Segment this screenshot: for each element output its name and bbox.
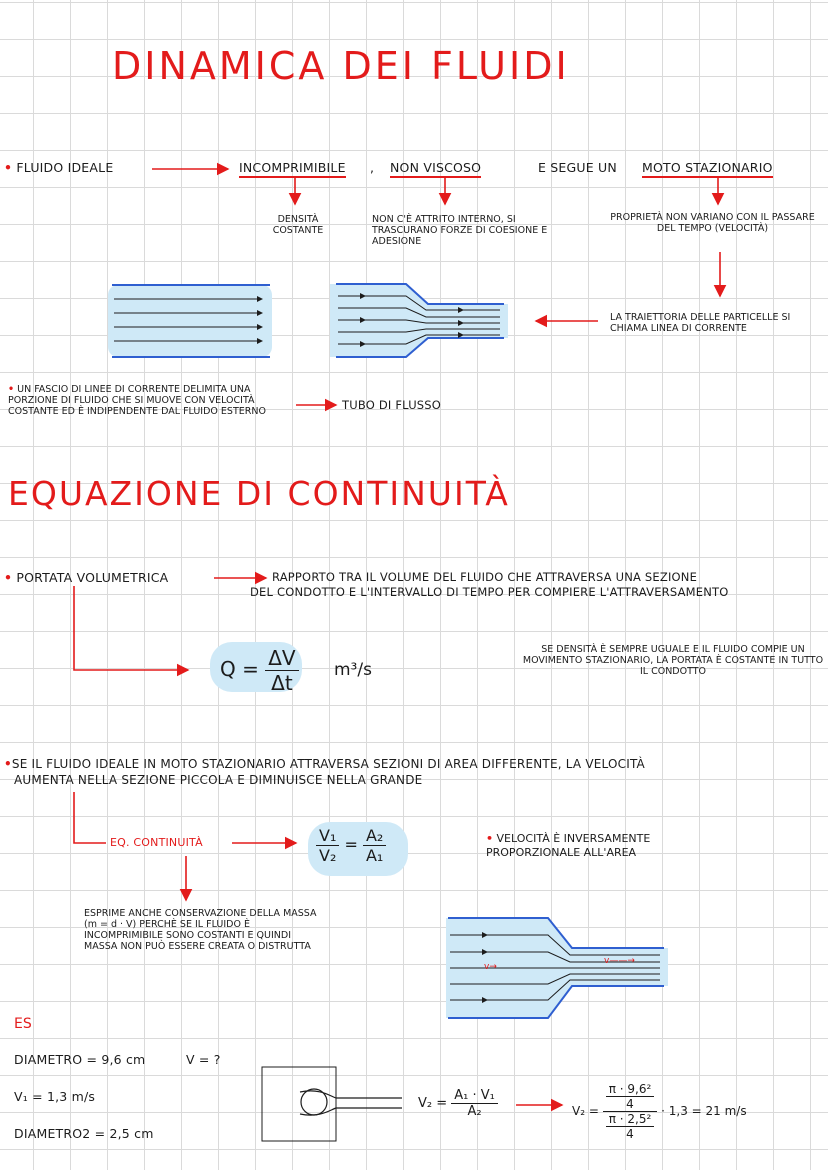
massa-note: ESPRIME ANCHE CONSERVAZIONE DELLA MASSA (m = d · V) PERCHÈ SE IL FLUIDO È INCOMPRIMIBILE SONO COSTANTI E QUINDI MASSA NON PUÒ ESSERE CREATA O DISTRUTTA [84,908,317,952]
moto-stazionario-label: MOTO STAZIONARIO [642,160,773,178]
section-title-continuita: EQUAZIONE DI CONTINUITÀ [8,474,510,513]
narrowing-pipe-diagram [330,284,508,357]
v1: V₁ [316,826,339,846]
calc-den-top: π · 2,5² [606,1112,655,1127]
calc-den-bot: 4 [626,1127,634,1141]
diametro1: DIAMETRO = 9,6 cm [14,1052,146,1067]
portata-label: • PORTATA VOLUMETRICA [4,570,169,585]
fluido-ideale-label: • FLUIDO IDEALE [4,160,114,175]
straight-pipe-diagram [108,285,272,357]
portata-def-line1: RAPPORTO TRA IL VOLUME DEL FLUIDO CHE ATTRAVERSA UNA SEZIONE [272,570,698,584]
inversa-note: • VELOCITÀ È INVERSAMENTE PROPORZIONALE ALL'AREA [486,832,651,859]
example-label: ES [14,1016,32,1032]
continuity-line1: •SE IL FLUIDO IDEALE IN MOTO STAZIONARIO ATTRAVERSA SEZIONI DI AREA DIFFERENTE, LA VELOCITÀ [4,757,645,771]
comma: , [370,160,375,175]
v2-num: A₁ · V₁ [451,1088,498,1104]
equals: = [344,835,358,854]
tubo-di-flusso-label: TUBO DI FLUSSO [342,398,442,412]
arrow-to-portata-formula [74,586,188,670]
a1: A₁ [365,846,384,865]
example-pipe-sketch [262,1067,402,1141]
diametro2: DIAMETRO2 = 2,5 cm [14,1126,154,1141]
portata-note: SE DENSITÀ È SEMPRE UGUALE E IL FLUIDO COMPIE UN MOVIMENTO STAZIONARIO, LA PORTATA È COSTANTE IN TUTTO IL CONDOTTO [522,644,824,677]
continuity-pipe-diagram [446,918,668,1018]
portata-unit: m³/s [334,660,372,680]
non-viscoso-label: NON VISCOSO [390,160,481,178]
incomprimibile-label: INCOMPRIMIBILE [239,160,346,178]
v1-value: V₁ = 1,3 m/s [14,1089,96,1104]
arrow-to-eq-label [74,792,106,843]
traiettoria-note: LA TRAIETTORIA DELLE PARTICELLE SI CHIAMA LINEA DI CORRENTE [610,312,791,334]
densita-costante-note: DENSITÀ COSTANTE [272,214,324,236]
calc-num-top: π · 9,6² [606,1082,655,1097]
velocity-label-narrow: v——→ [604,956,635,966]
calc-result: · 1,3 = 21 m/s [661,1104,747,1118]
v2-den: A₂ [467,1104,482,1119]
v2: V₂ [319,846,337,865]
attrito-note: NON C'È ATTRITO INTERNO, SI TRASCURANO FORZE DI COESIONE E ADESIONE [372,214,548,247]
fascio-note: • UN FASCIO DI LINEE DI CORRENTE DELIMITA UNA PORZIONE DI FLUIDO CHE SI MUOVE CON VELOCITÀ COSTANTE ED È INDIPENDENTE DAL FLUIDO ESTERNO [8,384,266,417]
segue-label: E SEGUE UN [538,160,617,175]
a2: A₂ [363,826,386,846]
portata-def-line2: DEL CONDOTTO E L'INTERVALLO DI TEMPO PER COMPIERE L'ATTRAVERSAMENTO [250,585,729,599]
v-unknown: V = ? [186,1052,221,1067]
continuity-line2: AUMENTA NELLA SEZIONE PICCOLA E DIMINUISCE NELLA GRANDE [14,773,423,787]
calc-num-bot: 4 [626,1097,634,1111]
delta-t: Δt [271,671,293,695]
proprieta-note: PROPRIETÀ NON VARIANO CON IL PASSARE DEL TEMPO (VELOCITÀ) [610,212,815,234]
velocity-label-wide: v→ [484,962,497,972]
q-symbol: Q = [220,657,259,681]
eq-continuita-label: EQ. CONTINUITÀ [110,836,203,849]
v2-lhs: V₂ = [418,1096,448,1111]
delta-v: ΔV [265,646,298,671]
page-title: DINAMICA DEI FLUIDI [112,44,570,88]
calc-lhs: V₂ = [572,1104,599,1118]
